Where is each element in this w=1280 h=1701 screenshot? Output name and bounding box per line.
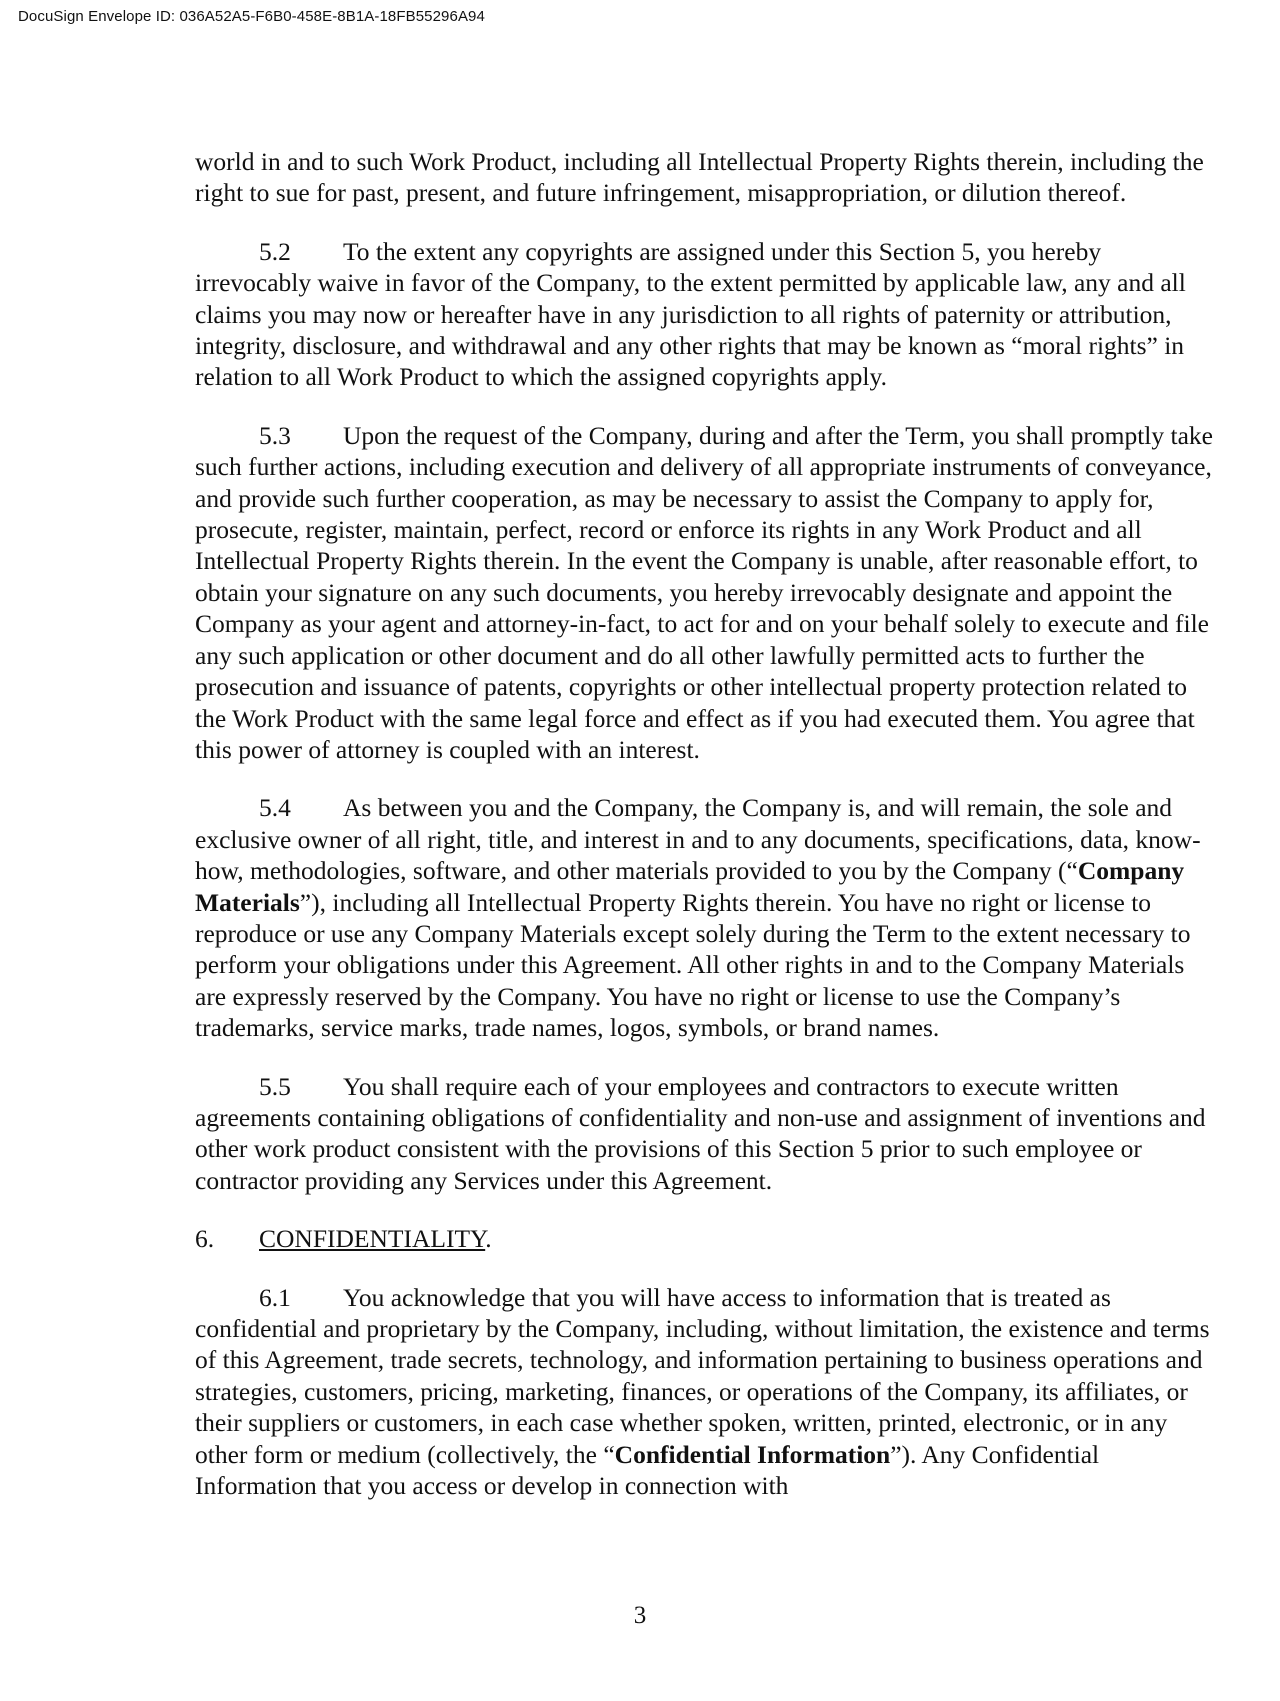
section-number: 5.4 [259,793,291,823]
section-text: Upon the request of the Company, during and after the Term, you shall promptly take such further actions, including execution and delivery of all appropriate instruments of conveyance, and provide such further cooperation, as may be necessary to assist the Company to apply for, prosecute, register, maintain, perfect, record or enforce its rights in any Work Product and all Intellectual Property Rights therein. In the event the Company is unable, after reasonable effort, to obtain your signature on any such documents, you hereby irrevocably designate and appoint the Company as your agent and attorney-in-fact, to act for and on your behalf solely to execute and file any such application or other document and do all other lawfully permitted acts to further the prosecution and issuance of patents, copyrights or other intellectual property protection related to the Work Product with the same legal force and effect as if you had executed them. You agree that this power of attorney is coupled with an interest. [195,420,1213,764]
section-5-5 [195,1071,1213,1197]
heading-period: . [485,1224,492,1254]
heading-number: 6. [195,1224,215,1254]
docusign-envelope-id: DocuSign Envelope ID: 036A52A5-F6B0-458E-8B1A-18FB55296A94 [18,8,485,25]
section-text: To the extent any copyrights are assigned under this Section 5, you hereby irrevocably waive in favor of the Company, to the extent permitted by applicable law, any and all claims you may now or hereafter have in any jurisdiction to all rights of paternity or attribution, integrity, disclosure, and withdrawal and any other rights that may be known as “moral rights” in relation to all Work Product to which the assigned copyrights apply. [195,236,1186,392]
defined-term-company-materials: Company Materials [195,856,1185,917]
continuation-text: world in and to such Work Product, including all Intellectual Property Rights therein, including the right to sue for past, present, and future infringement, misappropriation, or dilution thereof. [195,147,1204,208]
section-text-after: ”), including all Intellectual Property Rights therein. You have no right or license to reproduce or use any Company Materials except solely during the Term to the extent necessary to perform your obligations under this Agreement. All other rights in and to the Company Materials are expressly reserved by the Company. You have no right or license to use the Company’s trademarks, service marks, trade names, logos, symbols, or brand names. [195,887,1191,1043]
heading-title: CONFIDENTIALITY [259,1224,486,1254]
section-text-before: As between you and the Company, the Company is, and will remain, the sole and exclusive owner of all right, title, and interest in and to any documents, specifications, data, know-how, methodologies, software, and other materials provided to you by the Company (“ [195,793,1201,886]
section-5-4 [195,792,1213,1043]
section-text-after: ”). Any Confidential Information that you access or develop in connection with [195,1439,1100,1501]
section-text: You shall require each of your employees and contractors to execute written agreements containing obligations of confidentiality and non-use and assignment of inventions and other work product consistent with the provisions of this Section 5 prior to such employee or contractor providing any Services under this Agreement. [195,1071,1206,1195]
section-text-before: You acknowledge that you will have access to information that is treated as confidential and proprietary by the Company, including, without limitation, the existence and terms of this Agreement, trade secrets, technology, and information pertaining to business operations and strategies, customers, pricing, marketing, finances, or operations of the Company, its affiliates, or their suppliers or customers, in each case whether spoken, written, printed, electronic, or in any other form or medium (collectively, the “ [195,1282,1210,1469]
section-number: 5.3 [259,420,291,450]
section-6-heading [195,1223,1213,1254]
document-page [195,146,1213,1528]
section-5-2 [195,236,1213,393]
defined-term-confidential-information: Confidential Information [614,1439,891,1469]
section-number: 5.2 [259,236,291,266]
section-number: 6.1 [259,1282,291,1312]
section-6-1 [195,1282,1213,1502]
section-5-3 [195,420,1213,765]
continuation-paragraph [195,146,1213,209]
page-number: 3 [633,1602,647,1629]
section-number: 5.5 [259,1071,291,1101]
